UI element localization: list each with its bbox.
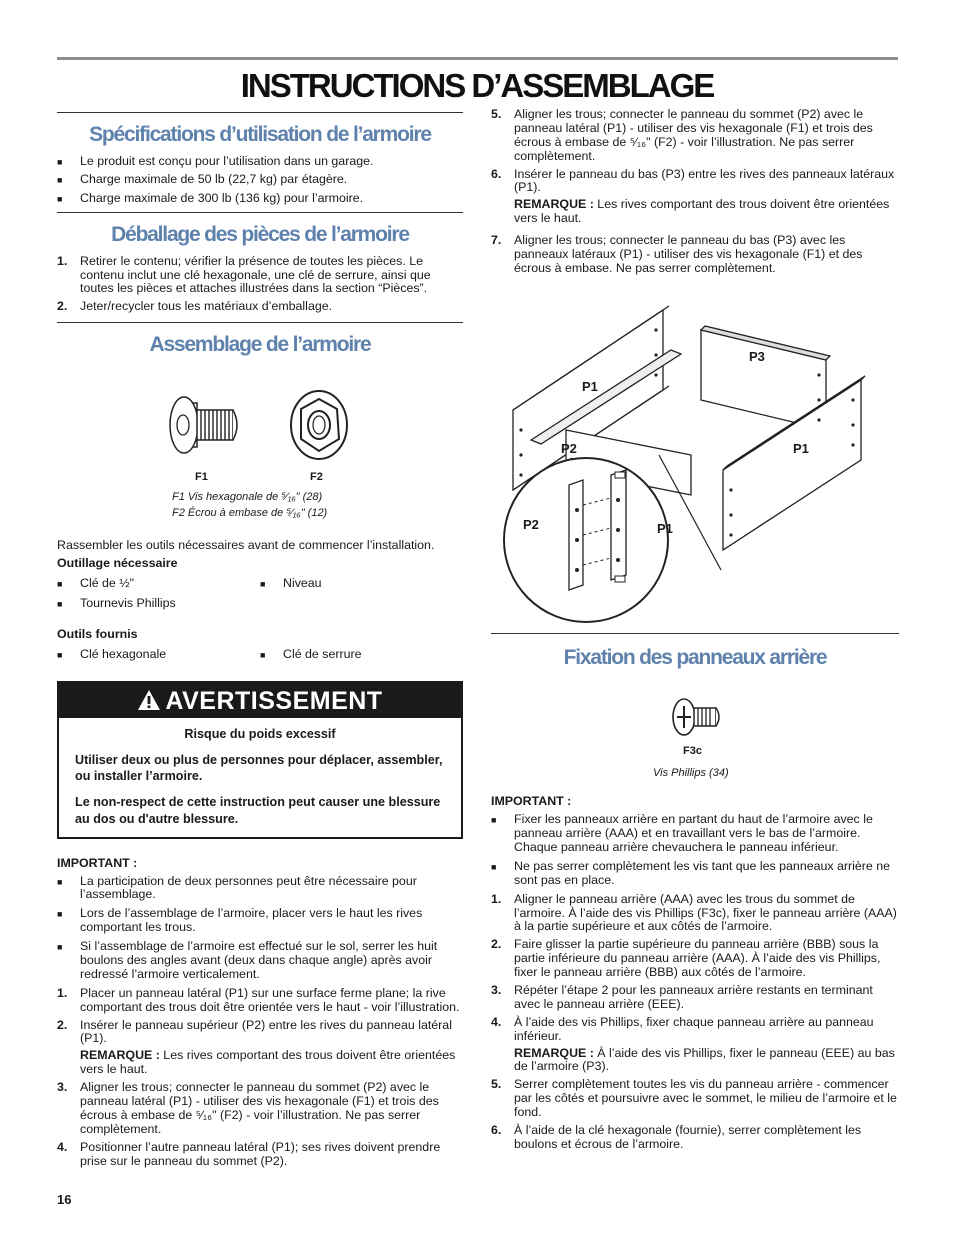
step-text: Jeter/recycler tous les matériaux d’emballage.: [80, 299, 333, 314]
step-text: À l’aide de la clé hexagonale (fournie), serrer complètement les boulons et écrous de l’armoire.: [514, 1123, 862, 1151]
tools-supplied: [57, 648, 463, 667]
step-text: Aligner le panneau arrière (AAA) avec les trous du sommet de l’armoire. À l’aide des vis Phillips (F3c), fixer le panneau arrière (AAA) à la partie supérieure et aux côtés de l’armoire.: [514, 891, 897, 934]
phillips-screw-icon: [673, 699, 719, 735]
list-item: [57, 1081, 463, 1137]
step-number: 6.: [491, 1123, 502, 1138]
step-text: Aligner les trous; connecter le panneau du bas (P3) avec les panneaux latéraux (P1) - utiliser des vis hexagonale (F1) et des écrous à embase. Ne pas serrer complètement.: [514, 233, 863, 275]
important-list: [57, 875, 463, 982]
warning-body: [59, 718, 461, 837]
section-rule: [57, 112, 463, 113]
list-item: [491, 1078, 899, 1120]
list-item: [57, 300, 463, 314]
step-text: Répéter l’étape 2 pour les panneaux arrière restants en terminant avec le panneau arrière (EEE).: [514, 983, 873, 1011]
step-text: Positionner l’autre panneau latéral (P1); ses rives doivent prendre prise sur le panneau du sommet (P2).: [80, 1139, 441, 1168]
tools-intro: Rassembler les outils nécessaires avant de commencer l’installation.: [57, 537, 435, 552]
note-text: Les rives comportant des trous doivent être orientées vers le haut.: [80, 1048, 456, 1077]
label-p1: P1: [793, 440, 809, 456]
note-label: REMARQUE :: [514, 197, 594, 212]
back-panels-heading: Fixation des panneaux arrière: [563, 645, 827, 669]
list-item: ■ Si l’assemblage de l’armoire est effectué sur le sol, serrer les huit boulons des angles avant (deux dans chaque angle) après avoir redressé l’armoire verticalement.: [57, 940, 463, 982]
back-panels-steps: [491, 893, 899, 1152]
f2-caption: F2 Écrou à embase de ⁵⁄₁₆" (12): [172, 506, 328, 519]
note-label: REMARQUE :: [514, 1045, 594, 1060]
specs-list: [57, 155, 463, 207]
list-item: ■ Tournevis Phillips: [57, 597, 260, 611]
list-item: ■ Clé de serrure: [260, 648, 463, 662]
list-item: [57, 1019, 463, 1078]
warning-line: Le non-respect de cette instruction peut causer une blessure au dos ou d'autre blessure.: [75, 795, 441, 826]
step-text: Placer un panneau latéral (P1) sur une surface ferme plane; la rive comportant des trous doit être orientée vers le haut - voir l’illustration.: [80, 985, 460, 1014]
top-rule: [57, 57, 898, 60]
tools-needed-col2: [260, 577, 463, 617]
list-item: ■ Clé de ½": [57, 577, 260, 591]
label-p1: P1: [582, 378, 598, 394]
f1-caption: F1 Vis hexagonale de ⁵⁄₁₆" (28): [172, 490, 323, 503]
step-text: Serrer complètement toutes les vis du panneau arrière - commencer par les côtés et poursuivre avec le sommet, le milieu de l’armoire et le fond.: [514, 1077, 897, 1120]
step-number: 4.: [57, 1139, 68, 1154]
step-number: 1.: [491, 891, 502, 906]
hex-bolt-icon: [170, 397, 237, 453]
page-number: 16: [57, 1192, 72, 1207]
step-number: 2.: [57, 299, 68, 314]
list-item: [491, 1016, 899, 1075]
label-p2: P2: [523, 516, 539, 532]
list-item: [57, 987, 463, 1015]
phillips-screw-figure: [491, 677, 899, 781]
f2-label: F2: [310, 470, 323, 483]
list-item: ■ Niveau: [260, 577, 463, 591]
list-item: [491, 108, 899, 164]
list-item: ■ Charge maximale de 300 lb (136 kg) pour l’armoire.: [57, 192, 463, 206]
tools-needed-col1: [57, 577, 260, 617]
list-item: ■ Ne pas serrer complètement les vis tant que les panneaux arrière ne sont pas en place.: [491, 860, 899, 888]
flange-nut-icon: [291, 391, 347, 459]
section-rule: [57, 212, 463, 213]
back-panels-important-list: [491, 813, 899, 887]
step-number: 2.: [491, 937, 502, 952]
list-item: [57, 1141, 463, 1169]
cabinet-illustration: [491, 280, 899, 625]
tools-supplied-col1: [57, 648, 260, 667]
note-text: À l’aide des vis Phillips, fixer le panneau (EEE) au bas de l’armoire (P3).: [514, 1045, 895, 1074]
tools-supplied-col2: [260, 648, 463, 667]
warning-box: [57, 681, 463, 839]
step-text: À l’aide des vis Phillips, fixer chaque panneau arrière au panneau inférieur.: [514, 1014, 874, 1043]
warning-title: AVERTISSEMENT: [165, 687, 383, 716]
section-rule: [491, 633, 899, 634]
step-number: 5.: [491, 1077, 502, 1092]
list-item: [491, 234, 899, 276]
list-item: [491, 984, 899, 1012]
list-item: [491, 1124, 899, 1152]
section-rule: [57, 322, 463, 323]
list-item: ■ Clé hexagonale: [57, 648, 260, 662]
hardware-figure: [57, 365, 463, 519]
step-number: 3.: [57, 1080, 68, 1095]
list-item: [57, 255, 463, 297]
list-item: [491, 938, 899, 980]
step-number: 1.: [57, 985, 68, 1000]
tools-needed-label: Outillage nécessaire: [57, 555, 178, 570]
step-number: 2.: [57, 1017, 68, 1032]
list-item: ■ Lors de l’assemblage de l’armoire, placer vers le haut les rives comportant les trous.: [57, 907, 463, 935]
step-text: Insérer le panneau supérieur (P2) entre les rives du panneau latéral (P1).: [80, 1017, 452, 1046]
important-label: IMPORTANT :: [491, 794, 572, 809]
warning-triangle-icon: [137, 689, 161, 711]
step-number: 6.: [491, 166, 502, 181]
unpacking-steps: [57, 255, 463, 315]
assembly-steps: [57, 987, 463, 1169]
page-title: INSTRUCTIONS D’ASSEMBLAGE: [240, 67, 714, 104]
step-text: Faire glisser la partie supérieure du panneau arrière (BBB) sous la partie inférieure du panneau arrière (AAA). À l’aide des vis Phillips, fixer le panneau arrière (BBB) aux côtés de l’armoire.: [514, 937, 881, 980]
list-item: ■ Le produit est conçu pour l’utilisation dans un garage.: [57, 155, 463, 169]
tools-supplied-label: Outils fournis: [57, 627, 138, 642]
assembly-heading: Assemblage de l’armoire: [149, 333, 371, 357]
list-item: [491, 168, 899, 227]
step-text: Aligner les trous; connecter le panneau du sommet (P2) avec le panneau latéral (P1) - utiliser des vis hexagonale (F1) et trois des écrous à embase de ⁵⁄₁₆" (F2) - voir l’illustration. Ne pas serrer complètement.: [80, 1080, 439, 1136]
f3c-label: F3c: [683, 745, 702, 758]
step-text: Insérer le panneau du bas (P3) entre les rives des panneaux latéraux (P1).: [514, 166, 895, 195]
step-note: [514, 198, 899, 226]
step-number: 7.: [491, 233, 502, 248]
note-text: Les rives comportant des trous doivent être orientées vers le haut.: [514, 197, 890, 226]
important-label: IMPORTANT :: [57, 855, 138, 870]
step-note: [80, 1049, 463, 1077]
step-number: 4.: [491, 1014, 502, 1029]
assembly-steps-continued: [491, 108, 899, 276]
right-column: [491, 108, 899, 1156]
list-item: ■ Charge maximale de 50 lb (22,7 kg) par étagère.: [57, 173, 463, 187]
label-p3: P3: [749, 348, 765, 364]
step-note: [514, 1047, 899, 1075]
unpacking-heading: Déballage des pièces de l’armoire: [111, 223, 409, 247]
phillips-screw-illustration: [491, 691, 899, 751]
label-p2: P2: [561, 440, 577, 456]
label-p1: P1: [657, 520, 673, 536]
step-number: 3.: [491, 983, 502, 997]
f3c-caption: Vis Phillips (34): [653, 767, 729, 780]
step-number: 1.: [57, 253, 68, 268]
cabinet-diagram: [491, 280, 899, 625]
note-label: REMARQUE :: [80, 1048, 160, 1063]
tools-needed: [57, 577, 463, 617]
list-item: ■ Fixer les panneaux arrière en partant du haut de l’armoire avec le panneau arrière (AAA) et en travaillant vers le bas de l’armoire. Chaque panneau arrière chevauchera le panneau inférieur.: [491, 813, 899, 855]
step-text: Aligner les trous; connecter le panneau du sommet (P2) avec le panneau latéral (P1) - utiliser des vis hexagonale (F1) et trois des écrous à embase de ⁵⁄₁₆" (F2) - voir l’illustration. Ne pas serrer complètement.: [514, 107, 873, 163]
warning-line: Risque du poids excessif: [184, 727, 336, 742]
left-column: [57, 112, 463, 1172]
warning-header: [59, 683, 461, 718]
f1-label: F1: [195, 470, 208, 483]
list-item: [491, 893, 899, 935]
step-number: 5.: [491, 107, 502, 121]
list-item: ■ La participation de deux personnes peut être nécessaire pour l’assemblage.: [57, 875, 463, 903]
warning-line: Utiliser deux ou plus de personnes pour déplacer, assembler, ou installer l’armoire.: [75, 753, 443, 784]
specs-heading: Spécifications d’utilisation de l’armoire: [89, 123, 431, 146]
step-text: Retirer le contenu; vérifier la présence de toutes les pièces. Le contenu inclut une clé hexagonale, une clé de serrure, ainsi que toutes les pièces et attaches illustrées dans la section “Pièces”.: [80, 253, 431, 296]
